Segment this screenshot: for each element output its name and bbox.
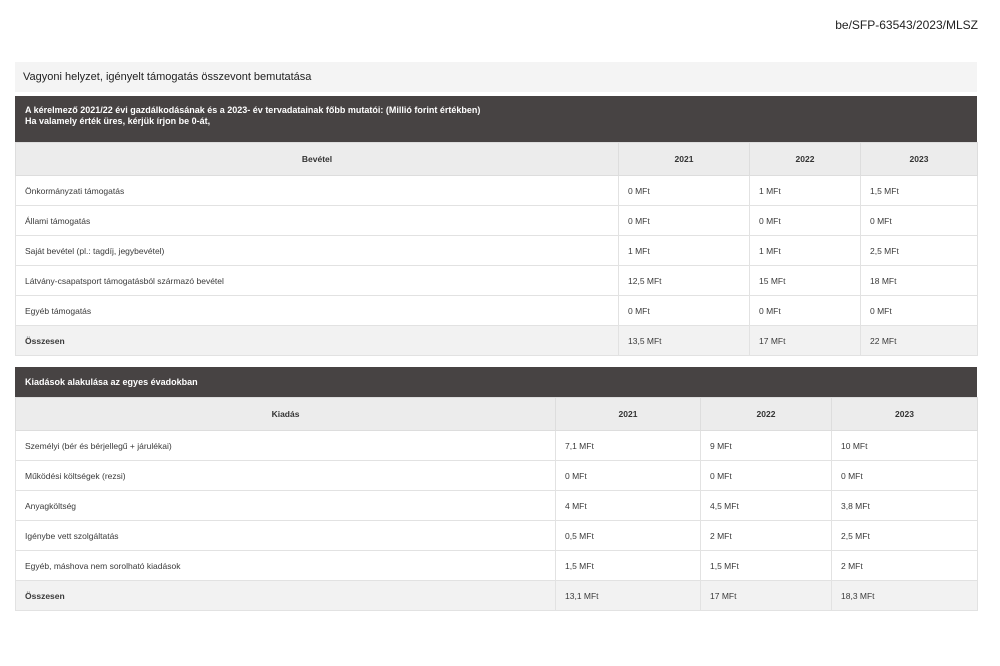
cell-value: 0 MFt [861, 296, 978, 326]
total-label: Összesen [16, 581, 556, 611]
cell-value: 12,5 MFt [619, 266, 750, 296]
total-value: 17 MFt [701, 581, 832, 611]
cell-value: 0 MFt [619, 296, 750, 326]
income-header-line1: A kérelmező 2021/22 évi gazdálkodásának és a 2023- év tervadatainak főbb mutatói: (Millió forint értékben) [25, 105, 481, 115]
column-header: 2021 [556, 398, 701, 431]
column-header: 2021 [619, 143, 750, 176]
total-label: Összesen [16, 326, 619, 356]
cell-value: 1 MFt [750, 176, 861, 206]
table-row [16, 521, 978, 551]
cell-value: 9 MFt [701, 431, 832, 461]
cell-value: 0 MFt [701, 461, 832, 491]
row-label: Egyéb támogatás [16, 296, 619, 326]
cell-value: 0 MFt [750, 296, 861, 326]
cell-value: 0 MFt [832, 461, 978, 491]
total-value: 17 MFt [750, 326, 861, 356]
cell-value: 4 MFt [556, 491, 701, 521]
cell-value: 0 MFt [861, 206, 978, 236]
row-label: Igénybe vett szolgáltatás [16, 521, 556, 551]
column-header: Kiadás [16, 398, 556, 431]
cell-value: 2,5 MFt [861, 236, 978, 266]
cell-value: 7,1 MFt [556, 431, 701, 461]
cell-value: 15 MFt [750, 266, 861, 296]
cell-value: 10 MFt [832, 431, 978, 461]
row-label: Anyagköltség [16, 491, 556, 521]
row-label: Önkormányzati támogatás [16, 176, 619, 206]
cell-value: 1,5 MFt [861, 176, 978, 206]
total-value: 13,5 MFt [619, 326, 750, 356]
total-value: 13,1 MFt [556, 581, 701, 611]
table-row [16, 176, 978, 206]
cell-value: 2 MFt [701, 521, 832, 551]
row-label: Saját bevétel (pl.: tagdíj, jegybevétel) [16, 236, 619, 266]
row-label: Személyi (bér és bérjellegű + járulékai) [16, 431, 556, 461]
income-column-headers [16, 143, 978, 176]
total-value: 18,3 MFt [832, 581, 978, 611]
column-header: 2022 [750, 143, 861, 176]
income-table-header [15, 96, 977, 142]
cell-value: 1 MFt [619, 236, 750, 266]
section-title: Vagyoni helyzet, igényelt támogatás összevont bemutatása [15, 62, 977, 92]
row-label: Látvány-csapatsport támogatásból származó bevétel [16, 266, 619, 296]
table-row [16, 296, 978, 326]
cell-value: 1,5 MFt [556, 551, 701, 581]
column-header: 2023 [861, 143, 978, 176]
table-row [16, 491, 978, 521]
column-header: 2023 [832, 398, 978, 431]
column-header: Bevétel [16, 143, 619, 176]
cell-value: 3,8 MFt [832, 491, 978, 521]
expenses-column-headers [16, 398, 978, 431]
expenses-table-header: Kiadások alakulása az egyes évadokban [15, 367, 977, 397]
income-table [15, 142, 978, 356]
cell-value: 18 MFt [861, 266, 978, 296]
total-row [16, 326, 978, 356]
expenses-table [15, 397, 978, 611]
table-row [16, 236, 978, 266]
reference-number: be/SFP-63543/2023/MLSZ [835, 18, 978, 32]
row-label: Működési költségek (rezsi) [16, 461, 556, 491]
table-row [16, 551, 978, 581]
cell-value: 0 MFt [619, 176, 750, 206]
cell-value: 2 MFt [832, 551, 978, 581]
row-label: Egyéb, máshova nem sorolható kiadások [16, 551, 556, 581]
income-header-line2: Ha valamely érték üres, kérjük írjon be 0-át, [25, 116, 211, 126]
total-value: 22 MFt [861, 326, 978, 356]
cell-value: 1 MFt [750, 236, 861, 266]
cell-value: 0 MFt [556, 461, 701, 491]
table-row [16, 431, 978, 461]
row-label: Állami támogatás [16, 206, 619, 236]
table-row [16, 461, 978, 491]
table-row [16, 206, 978, 236]
column-header: 2022 [701, 398, 832, 431]
total-row [16, 581, 978, 611]
cell-value: 0 MFt [619, 206, 750, 236]
cell-value: 1,5 MFt [701, 551, 832, 581]
cell-value: 0,5 MFt [556, 521, 701, 551]
cell-value: 0 MFt [750, 206, 861, 236]
cell-value: 2,5 MFt [832, 521, 978, 551]
cell-value: 4,5 MFt [701, 491, 832, 521]
table-row [16, 266, 978, 296]
